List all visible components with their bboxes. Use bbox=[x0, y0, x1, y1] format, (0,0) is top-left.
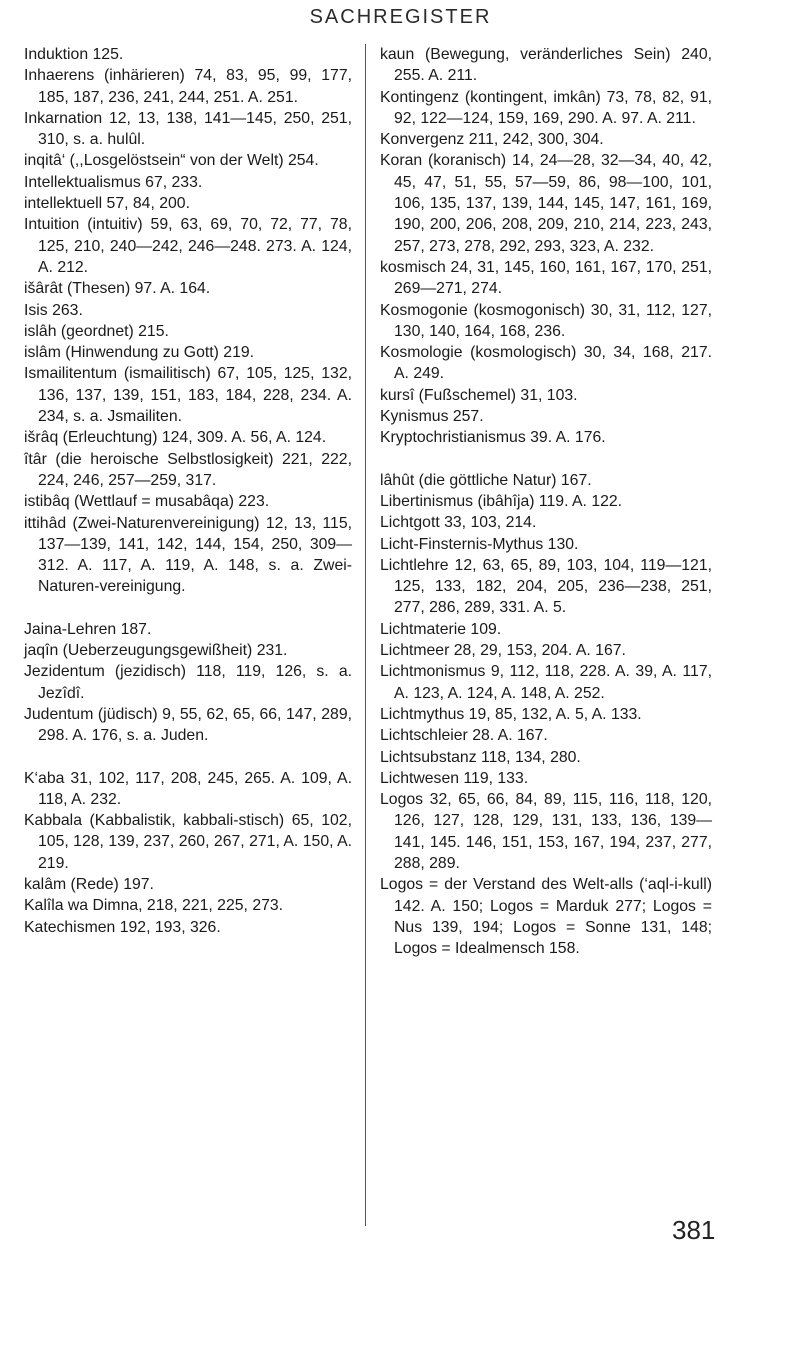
index-entry: inqitâ‘ (,,Losgelöstsein“ von der Welt) 254. bbox=[24, 152, 319, 170]
index-entry: Lichtlehre 12, 63, 65, 89, 103, 104, 119—121, 125, 133, 182, 204, 205, 236—238, 251, 277, 286, 289, 331. A. 5. bbox=[380, 556, 712, 617]
section-gap bbox=[24, 598, 352, 619]
index-entry: Katechismen 192, 193, 326. bbox=[24, 918, 221, 936]
index-entry: kalâm (Rede) 197. bbox=[24, 875, 154, 893]
index-entry: K‘aba 31, 102, 117, 208, 245, 265. A. 109, A. 118, A. 232. bbox=[24, 769, 352, 808]
index-entry: Induktion 125. bbox=[24, 46, 124, 63]
index-column-left bbox=[24, 44, 352, 938]
index-entry: Lichtwesen 119, 133. bbox=[380, 769, 529, 787]
index-entry: Kryptochristianismus 39. A. 176. bbox=[380, 429, 606, 447]
index-entry: Koran (koranisch) 14, 24—28, 32—34, 40, 42, 45, 47, 51, 55, 57—59, 86, 98—100, 101, 106, 135, 137, 139, 144, 145, 147, 161, 169, 190, 200, 206, 208, 209, 210, 214, 223, 243, 257, 273, 278, 292, 293, 323, A. 232. bbox=[380, 152, 712, 255]
section-gap bbox=[24, 747, 352, 768]
index-entry: Kabbala (Kabbalistik, kabbali-stisch) 65, 102, 105, 128, 139, 237, 260, 267, 271, A. 150, A. 219. bbox=[24, 812, 352, 872]
section-gap bbox=[380, 449, 712, 470]
index-entry: lâhût (die göttliche Natur) 167. bbox=[380, 471, 592, 489]
index-entry: Isis 263. bbox=[24, 301, 83, 319]
index-entry: Kontingenz (kontingent, imkân) 73, 78, 82, 91, 92, 122—124, 159, 169, 290. A. 97. A. 211. bbox=[380, 88, 712, 127]
index-entry: Licht-Finsternis-Mythus 130. bbox=[380, 535, 579, 553]
index-entry: Inkarnation 12, 13, 138, 141—145, 250, 251, 310, s. a. hulûl. bbox=[24, 109, 352, 149]
index-entry: îtâr (die heroische Selbstlosigkeit) 221, 222, 224, 246, 257—259, 317. bbox=[24, 450, 352, 489]
index-entry: kaun (Bewegung, veränderliches Sein) 240, 255. A. 211. bbox=[380, 46, 712, 85]
index-entry: jaqîn (Ueberzeugungsgewißheit) 231. bbox=[24, 642, 288, 660]
index-entry: islâh (geordnet) 215. bbox=[24, 322, 169, 340]
page-header: SACHREGISTER bbox=[309, 6, 492, 28]
index-entry: Lichtgott 33, 103, 214. bbox=[380, 514, 537, 532]
index-entry: Lichtmeer 28, 29, 153, 204. A. 167. bbox=[380, 642, 626, 660]
index-entry: Logos 32, 65, 66, 84, 89, 115, 116, 118, 120, 126, 127, 128, 129, 131, 133, 136, 139—141, 145. 146, 151, 153, 167, 194, 237, 277, 288, 289. bbox=[380, 791, 712, 872]
index-entry: išrâq (Erleuchtung) 124, 309. A. 56, A. 124. bbox=[24, 429, 327, 447]
index-entry: kosmisch 24, 31, 145, 160, 161, 167, 170, 251, 269—271, 274. bbox=[380, 258, 712, 298]
index-entry: ittihâd (Zwei-Naturenvereinigung) 12, 13, 115, 137—139, 141, 142, 144, 154, 250, 309—312. A. 117, A. 119, A. 148, s. a. Zwei-Naturen-vereinigung. bbox=[24, 514, 352, 596]
page-number: 381 bbox=[672, 1215, 716, 1245]
index-entry: Kosmogonie (kosmogonisch) 30, 31, 112, 127, 130, 140, 164, 168, 236. bbox=[380, 301, 712, 340]
index-entry: Inhaerens (inhärieren) 74, 83, 95, 99, 177, 185, 187, 236, 241, 244, 251. A. 251. bbox=[24, 67, 352, 106]
index-entry: Lichtmaterie 109. bbox=[380, 620, 502, 638]
index-entry: Lichtmonismus 9, 112, 118, 228. A. 39, A. 117, A. 123, A. 124, A. 148, A. 252. bbox=[380, 663, 712, 702]
index-entry: istibâq (Wettlauf = musabâqa) 223. bbox=[24, 493, 270, 511]
index-entry: Jaina-Lehren 187. bbox=[24, 620, 152, 638]
index-entry: kursî (Fußschemel) 31, 103. bbox=[380, 386, 578, 404]
index-entry: Lichtmythus 19, 85, 132, A. 5, A. 133. bbox=[380, 705, 642, 723]
index-entry: intellektuell 57, 84, 200. bbox=[24, 195, 190, 213]
index-entry: islâm (Hinwendung zu Gott) 219. bbox=[24, 344, 255, 362]
index-entry: Logos = der Verstand des Welt-alls (‘aql-i-kull) 142. A. 150; Logos = Marduk 277; Logos = Nus 139, 194; Logos = Sonne 131, 148; Logos = Idealmensch 158. bbox=[380, 876, 712, 958]
index-entry: Intuition (intuitiv) 59, 63, 69, 70, 72, 77, 78, 125, 210, 240—242, 246—248. 273. A. 124, A. 212. bbox=[24, 216, 352, 276]
index-entry: Kosmologie (kosmologisch) 30, 34, 168, 217. A. 249. bbox=[380, 344, 712, 383]
index-entry: Judentum (jüdisch) 9, 55, 62, 65, 66, 147, 289, 298. A. 176, s. a. Juden. bbox=[24, 705, 352, 745]
index-entry: Lichtsubstanz 118, 134, 280. bbox=[380, 748, 581, 766]
index-entry: Kynismus 257. bbox=[380, 408, 484, 426]
index-entry: išârât (Thesen) 97. A. 164. bbox=[24, 280, 211, 298]
index-entry: Kalîla wa Dimna, 218, 221, 225, 273. bbox=[24, 897, 284, 915]
index-entry: Ismailitentum (ismailitisch) 67, 105, 125, 132, 136, 137, 139, 151, 183, 184, 228, 234. A. 234, s. a. Jsmailiten. bbox=[24, 365, 352, 426]
column-divider bbox=[365, 44, 366, 1226]
index-column-right bbox=[380, 44, 712, 959]
index-entry: Intellektualismus 67, 233. bbox=[24, 173, 203, 191]
index-entry: Lichtschleier 28. A. 167. bbox=[380, 727, 548, 745]
index-entry: Konvergenz 211, 242, 300, 304. bbox=[380, 131, 604, 149]
index-entry: Libertinismus (ibâhîja) 119. A. 122. bbox=[380, 492, 623, 510]
index-entry: Jezidentum (jezidisch) 118, 119, 126, s. a. Jezîdî. bbox=[24, 663, 352, 702]
